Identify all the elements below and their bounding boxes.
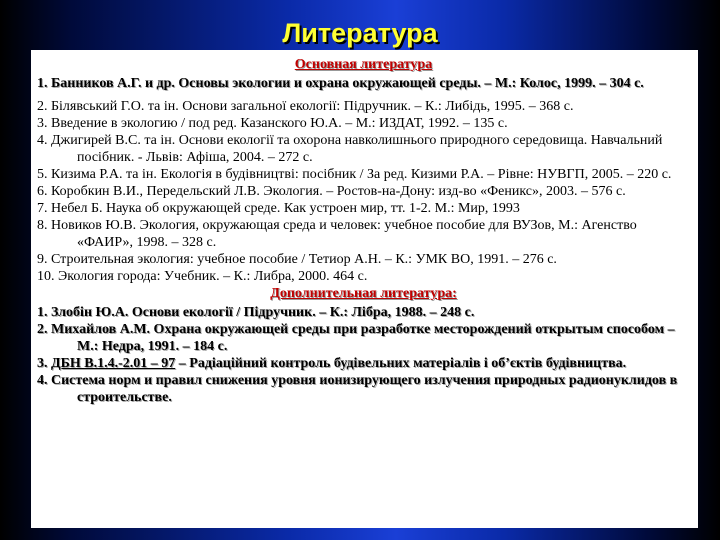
dbn-link[interactable]: ДБН В.1.4.-2.01 – 97 [51,356,176,371]
main-item-7: 7. Небел Б. Наука об окружающей среде. Как устроен мир, тт. 1-2. М.: Мир, 1993 [37,201,520,216]
main-item-1: 1. Банников А.Г. и др. Основы экологии и охрана окружающей среды. – М.: Колос, 1999. – 304 с. [37,76,644,91]
main-item-3: 3. Введение в экологию / под ред. Казанского Ю.А. – М.: ИЗДАТ, 1992. – 135 с. [37,116,508,131]
main-literature-heading: Основная литература [294,57,433,72]
main-item-9: 9. Строительная экология: учебное пособие / Тетиор А.Н. – К.: УМК ВО, 1991. – 276 с. [37,252,557,267]
extra-item-3-text: – Радіаційний контроль будівельних матеріалів і об’єктів будівництва. [175,356,627,371]
main-item-5: 5. Кизима Р.А. та ін. Екологія в будівництві: посібник / За ред. Кизими Р.А. – Рівне: НУВГП, 2005. – 220 с. [37,167,672,182]
extra-item-3-number: 3. [37,356,51,371]
slide-title: Литература [282,18,438,48]
main-item-4: 4. Джигирей В.С. та ін. Основи екології та охорона навколишнього природного середовища. Навчальний посібник. - Львів: Афіша, 2004. – 272 с. [37,133,663,165]
additional-literature-heading: Дополнительная литература: [270,286,457,301]
extra-item-4: 4. Система норм и правил снижения уровня ионизирующего излучения природных радионуклидов в строительстве. [37,373,678,405]
main-item-2: 2. Білявський Г.О. та ін. Основи загальної екології: Підручник. – К.: Либідь, 1995. – 368 с. [37,99,574,114]
main-item-8: 8. Новиков Ю.В. Экология, окружающая среда и человек: учебное пособие для ВУЗов, М.: Агенство «ФАИР», 1998. – 328 с. [37,218,637,250]
extra-item-2: 2. Михайлов А.М. Охрана окружающей среды при разработке месторождений открытым способом – М.: Недра, 1991. – 184 с. [37,322,675,354]
main-item-10: 10. Экология города: Учебник. – К.: Либра, 2000. 464 с. [37,269,368,284]
content-panel [31,50,698,528]
main-item-6: 6. Коробкин В.И., Передельский Л.В. Экология. – Ростов-на-Дону: изд-во «Феникс», 2003. – 576 с. [37,184,626,199]
extra-item-3 [37,355,690,372]
extra-item-1: 1. Злобін Ю.А. Основи екології / Підручник. – К.: Лібра, 1988. – 248 с. [37,305,475,320]
